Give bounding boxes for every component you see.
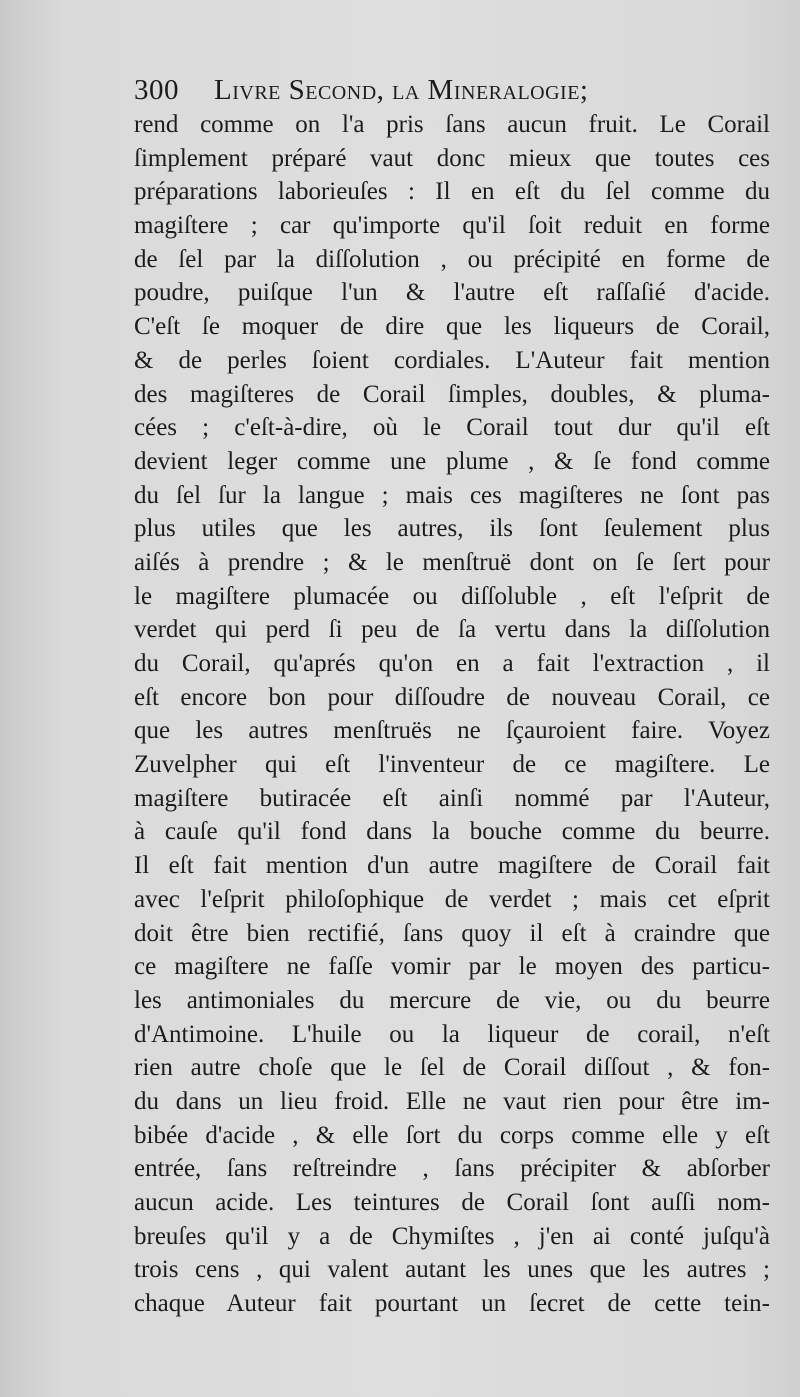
text-line: bibée d'acide , & elle ſort du corps comme elle y eſt — [134, 1121, 770, 1149]
text-line: que les autres menſtruës ne ſçauroient faire. Voyez — [134, 717, 770, 745]
text-line: d'Antimoine. L'huile ou la liqueur de corail, n'eſt — [134, 1020, 770, 1048]
text-line: magiſtere butiracée eſt ainſi nommé par l'Auteur, — [134, 784, 770, 812]
text-line: des magiſteres de Corail ſimples, doubles, & pluma- — [134, 380, 770, 408]
text-line: breuſes qu'il y a de Chymiſtes , j'en ai conté juſqu'à — [134, 1222, 770, 1250]
text-line: plus utiles que les autres, ils ſont ſeulement plus — [134, 515, 770, 543]
text-line: de ſel par la diſſolution , ou précipité en forme de — [134, 245, 770, 273]
text-line: du dans un lieu froid. Elle ne vaut rien pour être im- — [134, 1087, 770, 1115]
text-line: verdet qui perd ſi peu de ſa vertu dans la diſſolution — [134, 616, 770, 644]
text-line: à cauſe qu'il fond dans la bouche comme du beurre. — [134, 818, 770, 846]
text-line: ce magiſtere ne faſſe vomir par le moyen des particu- — [134, 953, 770, 981]
text-line: le magiſtere plumacée ou diſſoluble , eſt l'eſprit de — [134, 582, 770, 610]
text-line: avec l'eſprit philoſophique de verdet ; mais cet eſprit — [134, 885, 770, 913]
body-text — [134, 108, 770, 1321]
text-line: chaque Auteur fait pourtant un ſecret de cette tein- — [134, 1290, 770, 1318]
text-line: eſt encore bon pour diſſoudre de nouveau Corail, ce — [134, 683, 770, 711]
page-header — [134, 70, 774, 110]
text-line: trois cens , qui valent autant les unes que les autres ; — [134, 1256, 770, 1284]
page-number: 300 — [134, 74, 179, 106]
text-line: aucun acide. Les teintures de Corail ſont auſſi nom- — [134, 1189, 770, 1216]
text-line: du ſel ſur la langue ; mais ces magiſteres ne ſont pas — [134, 481, 770, 509]
text-line: & de perles ſoient cordiales. L'Auteur fait mention — [134, 346, 770, 374]
text-line: préparations laborieuſes : Il en eſt du ſel comme du — [134, 178, 770, 206]
text-line: rien autre choſe que le ſel de Corail diſſout , & fon- — [134, 1054, 770, 1082]
text-line: entrée, ſans reſtreindre , ſans précipiter & abſorber — [134, 1155, 770, 1183]
text-line: magiſtere ; car qu'importe qu'il ſoit reduit en forme — [134, 212, 770, 240]
text-line: du Corail, qu'aprés qu'on en a fait l'extraction , il — [134, 650, 770, 677]
text-line: ſimplement préparé vaut donc mieux que toutes ces — [134, 144, 770, 172]
text-line: les antimoniales du mercure de vie, ou du beurre — [134, 986, 770, 1014]
running-head: Livre Second, la Mineralogie; — [214, 74, 589, 106]
text-line: aiſés à prendre ; & le menſtruë dont on ſe ſert pour — [134, 548, 770, 576]
text-line: C'eſt ſe moquer de dire que les liqueurs de Corail, — [134, 313, 770, 341]
text-line: doit être bien rectifié, ſans quoy il eſt à craindre que — [134, 919, 770, 947]
text-line: Il eſt fait mention d'un autre magiſtere de Corail fait — [134, 852, 770, 880]
text-line: rend comme on l'a pris ſans aucun fruit. Le Corail — [134, 111, 770, 138]
text-line: devient leger comme une plume , & ſe fond comme — [134, 447, 770, 475]
text-line: Zuvelpher qui eſt l'inventeur de ce magiſtere. Le — [134, 751, 770, 779]
text-line: poudre, puiſque l'un & l'autre eſt raſſaſié d'acide. — [134, 279, 770, 307]
text-line: cées ; c'eſt-à-dire, où le Corail tout dur qu'il eſt — [134, 414, 770, 442]
